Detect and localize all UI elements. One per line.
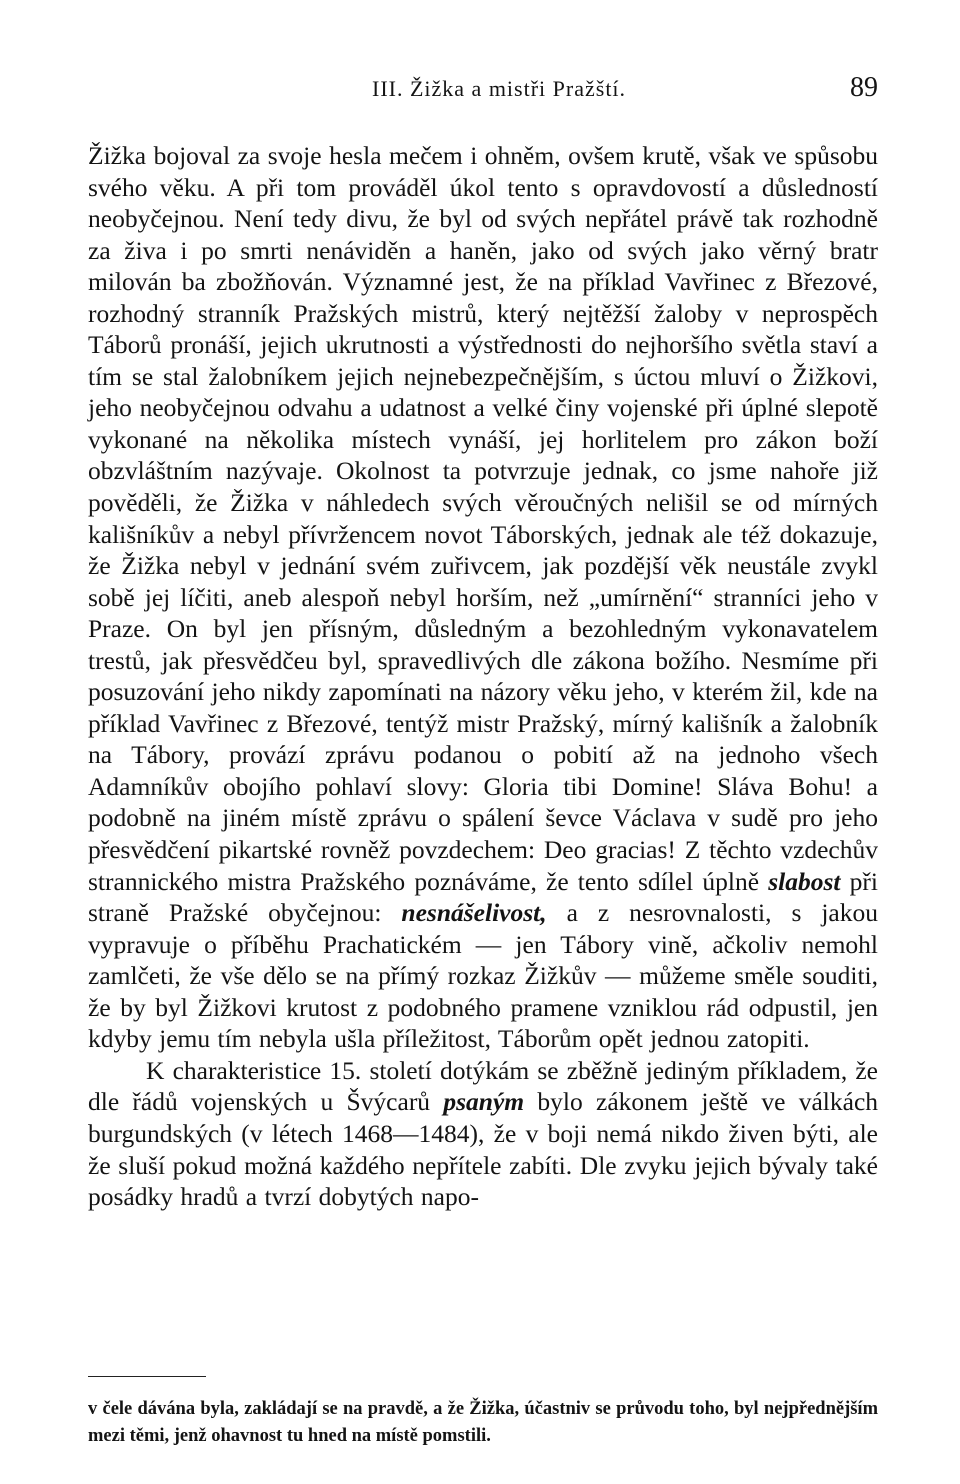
- running-head: [88, 72, 878, 108]
- emphasis-psanym: psaným: [443, 1087, 525, 1117]
- paragraph-text: K charakteristice 15. století dotýkám se zběžně jediným příkladem, že dle řádů vojenských u Švýcarů: [88, 1055, 878, 1117]
- emphasis-slabost: slabost: [768, 866, 841, 896]
- footnote: v čele dávána byla, zakládají se na pravdě, a že Žižka, účastniv se průvodu toho, byl nejpřednějším mezi těmi, jenž ohavnost tu hned na místě pomstili.: [88, 1399, 878, 1446]
- page-number: 89: [850, 72, 878, 103]
- footnote-rule: [88, 1376, 206, 1377]
- paragraph-text: při straně Pražské obyčejnou:: [88, 866, 878, 928]
- paragraph-text: a z nesrovnalosti, s jakou vypravuje o příběhu Prachatickém — jen Tábory vině, ačkoliv nemohl zamlčeti, že vše dělo se na přímý rozkaz Žižkův — můžeme směle souditi, že by byl Žižkovi krutost z podobného pramene vzniklou rád odpustil, jen kdyby jemu tím nebyla ušla příležitost, Táborům opět jednou zatopiti.: [88, 898, 878, 1054]
- body-text: [88, 140, 878, 1213]
- paragraph-text: bylo zákonem ještě ve válkách burgundských (v létech 1468—1484), že v boji nemá nikdo živen býti, ale že sluší pokud možná každého nepřítele zabíti. Dle zvyku jejich bývaly také posádky hradů a tvrzí dobytých napo-: [88, 1087, 879, 1212]
- paragraph-text: Žižka bojoval za svoje hesla mečem i ohněm, ovšem krutě, však ve spůsobu svého věku. A při tom prováděl úkol tento s opravdovostí a důsledností neobyčejnou. Není tedy divu, že byl od svých nepřátel právě tak rozhodně za živa i po smrti nenáviděn a haněn, jako od svých jako věrný bratr milován ba zbožňován. Významné jest, že na příklad Vavřinec z Březové, rozhodný stranník Pražských mistrů, který nejtěžší žaloby v neprospěch Táborů pronáší, jejich ukrutnosti a výstřednosti do nejhoršího světla staví a tím se stal žalobníkem jejich nejnebezpečnějším, s úctou mluví o Žižkovi, jeho neobyčejnou odvahu a udatnost a velké činy vojenské při úplné slepotě vykonané na několika místech vynáší, jej horlitelem pro zákon boží obzvláštním nazývaje. Okolnost ta potvrzuje jednak, co jsme nahoře již pověděli, že Žižka v náhledech svých věroučných nelišil se od mírných kališníkův a nebyl přívržencem novot Táborských, jednak ale též dokazuje, že Žižka nebyl v jednání svém zuřivcem, jak pozdější věk neustále zvykl sobě jej líčiti, aneb alespoň nebyl horším, než „umírnění“ stranníci jeho v Praze. On byl jen přísným, důsledným a bezohledným vykonavatelem trestů, jak přesvědčeu byl, spravedlivých dle zákona božího. Nesmíme při posuzování jeho nikdy zapomínati na názory věku jeho, v kterém žil, kde na příklad Vavřinec z Březové, tentýž mistr Pražský, mírný kališník a žalobník na Tábory, provází zprávu podanou o pobití až na jednoho všech Adamníkův obojího pohlaví slovy: Gloria tibi Domine! Sláva Bohu! a podobně na jiném místě zprávu o spálení ševce Václava v sudě pro jeho přesvědčení pikartské rovněž povzdechem: Deo gracias! Z těchto vzdechův strannického mistra Pražského poznáváme, že tento sdílel úplně: [88, 141, 878, 896]
- paragraph: [88, 1055, 878, 1213]
- emphasis-nesnaselivost: nesnášelivost,: [401, 898, 547, 928]
- paragraph: [88, 140, 878, 1055]
- running-title: III. Žižka a mistři Pražští.: [372, 76, 627, 101]
